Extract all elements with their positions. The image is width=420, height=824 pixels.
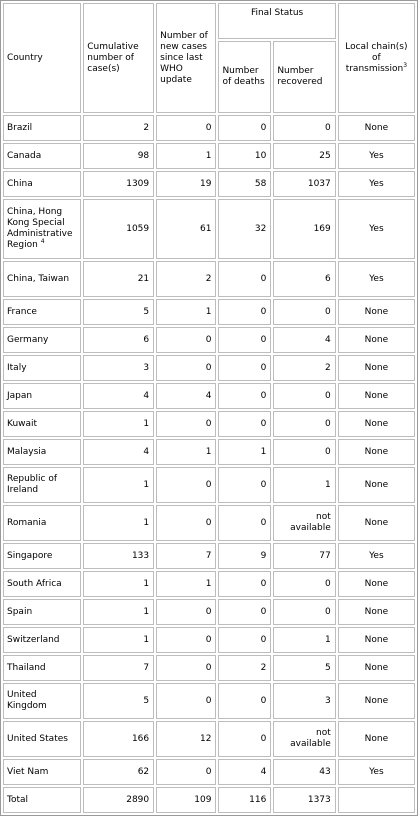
local-chains-cell <box>338 599 415 625</box>
recovered-cell <box>273 543 335 569</box>
local-chains-footnote: 3 <box>403 61 408 69</box>
new-cases-cell <box>156 261 216 297</box>
recovered-cell <box>273 411 335 437</box>
deaths-cell-value: 2 <box>260 662 267 673</box>
cumulative-cell <box>83 171 154 197</box>
table-row <box>3 261 415 297</box>
table-row <box>3 143 415 169</box>
country-cell-value: Italy <box>7 362 27 373</box>
deaths-cell <box>218 721 271 757</box>
recovered-cell-value: 1373 <box>307 794 331 805</box>
deaths-cell-value: 0 <box>260 334 267 345</box>
new-cases-cell <box>156 411 216 437</box>
local-chains-cell <box>338 467 415 503</box>
local-chains-cell-value: None <box>364 306 389 317</box>
country-cell <box>3 467 81 503</box>
recovered-cell <box>273 439 335 465</box>
cumulative-cell <box>83 571 154 597</box>
cumulative-cell <box>83 627 154 653</box>
deaths-cell <box>218 467 271 503</box>
deaths-cell-value: 0 <box>260 362 267 373</box>
new-cases-cell <box>156 599 216 625</box>
country-cell <box>3 683 81 719</box>
deaths-cell <box>218 171 271 197</box>
cumulative-cell-value: 4 <box>143 390 150 401</box>
new-cases-cell <box>156 439 216 465</box>
recovered-cell-value: 25 <box>319 150 331 161</box>
local-chains-cell <box>338 439 415 465</box>
deaths-cell-value: 0 <box>260 695 267 706</box>
new-cases-cell <box>156 383 216 409</box>
table-row <box>3 299 415 325</box>
local-chains-cell-value: None <box>364 695 389 706</box>
country-cell-value: United States <box>7 733 68 744</box>
recovered-cell <box>273 355 335 381</box>
new-cases-cell-value: 0 <box>205 766 212 777</box>
deaths-cell <box>218 383 271 409</box>
deaths-cell <box>218 787 271 813</box>
new-cases-cell-value: 19 <box>199 178 212 189</box>
local-chains-cell-value: None <box>364 517 389 528</box>
country-cell <box>3 505 81 541</box>
recovered-cell <box>273 571 335 597</box>
recovered-cell-value: 169 <box>313 223 331 234</box>
deaths-cell <box>218 199 271 259</box>
recovered-cell-value: 6 <box>325 273 331 284</box>
recovered-cell <box>273 383 335 409</box>
new-cases-cell-value: 1 <box>205 578 212 589</box>
local-chains-cell-value: None <box>364 122 389 133</box>
new-cases-cell-value: 0 <box>205 362 212 373</box>
table-row <box>3 171 415 197</box>
recovered-cell-value: 3 <box>325 695 331 706</box>
header-row <box>3 3 415 39</box>
table-row <box>3 787 415 813</box>
local-chains-cell-value: None <box>364 606 389 617</box>
recovered-cell <box>273 327 335 353</box>
country-cell <box>3 299 81 325</box>
table-row <box>3 115 415 141</box>
new-cases-cell-value: 0 <box>205 334 212 345</box>
local-chains-cell <box>338 683 415 719</box>
country-cell <box>3 383 81 409</box>
cumulative-cell <box>83 327 154 353</box>
country-cell-value: Spain <box>7 606 33 617</box>
cumulative-cell <box>83 199 154 259</box>
country-cell-value: Viet Nam <box>7 766 49 777</box>
new-cases-cell <box>156 543 216 569</box>
new-cases-cell-value: 0 <box>205 122 212 133</box>
new-cases-cell-value: 12 <box>199 733 212 744</box>
deaths-cell-value: 0 <box>260 517 267 528</box>
recovered-cell-value: not available <box>290 728 331 749</box>
local-chains-cell-value: None <box>364 418 389 429</box>
cumulative-cell-value: 6 <box>143 334 150 345</box>
new-cases-cell-value: 0 <box>205 634 212 645</box>
new-cases-cell-value: 0 <box>205 606 212 617</box>
local-chains-cell <box>338 627 415 653</box>
recovered-cell <box>273 467 335 503</box>
deaths-cell <box>218 683 271 719</box>
table-row <box>3 599 415 625</box>
recovered-cell <box>273 199 335 259</box>
local-chains-cell <box>338 655 415 681</box>
local-chains-cell <box>338 787 415 813</box>
local-chains-cell <box>338 721 415 757</box>
country-cell-value: Germany <box>7 334 49 345</box>
local-chains-cell <box>338 199 415 259</box>
deaths-cell <box>218 261 271 297</box>
deaths-cell <box>218 759 271 785</box>
recovered-cell-value: 0 <box>325 390 331 401</box>
recovered-cell-value: 0 <box>325 578 331 589</box>
deaths-cell <box>218 411 271 437</box>
country-cell-value: Republic of Ireland <box>7 474 58 495</box>
recovered-cell-value: 1037 <box>307 178 331 189</box>
deaths-cell-value: 4 <box>260 766 267 777</box>
local-chains-cell <box>338 571 415 597</box>
local-chains-cell-value: None <box>364 362 389 373</box>
country-cell-value: Brazil <box>7 122 33 133</box>
country-cell <box>3 655 81 681</box>
deaths-cell-value: 10 <box>254 150 267 161</box>
new-cases-cell <box>156 143 216 169</box>
cumulative-cell-value: 3 <box>143 362 150 373</box>
new-cases-cell <box>156 683 216 719</box>
country-cell <box>3 571 81 597</box>
deaths-cell-value: 0 <box>260 122 267 133</box>
table-row <box>3 543 415 569</box>
deaths-cell <box>218 439 271 465</box>
new-cases-cell <box>156 299 216 325</box>
local-chains-cell <box>338 383 415 409</box>
new-cases-cell <box>156 505 216 541</box>
cumulative-cell-value: 1 <box>143 418 150 429</box>
local-chains-cell <box>338 171 415 197</box>
new-cases-cell-value: 1 <box>205 446 212 457</box>
deaths-cell-value: 116 <box>249 794 267 805</box>
recovered-cell-value: 5 <box>325 662 331 673</box>
cumulative-cell-value: 4 <box>143 446 150 457</box>
local-chains-cell <box>338 759 415 785</box>
cumulative-cell-value: 1 <box>143 517 150 528</box>
local-chains-cell-value: Yes <box>369 178 384 189</box>
recovered-cell <box>273 171 335 197</box>
country-cell-value: Thailand <box>7 662 46 673</box>
country-cell <box>3 627 81 653</box>
table-row <box>3 467 415 503</box>
table-row <box>3 199 415 259</box>
new-cases-cell-value: 1 <box>205 306 212 317</box>
deaths-cell-value: 0 <box>260 390 267 401</box>
country-cell <box>3 355 81 381</box>
local-chains-cell-value: None <box>364 390 389 401</box>
deaths-cell-value: 0 <box>260 418 267 429</box>
cumulative-cell <box>83 143 154 169</box>
new-cases-cell <box>156 115 216 141</box>
deaths-cell <box>218 327 271 353</box>
deaths-cell-value: 0 <box>260 733 267 744</box>
local-chains-cell-value: None <box>364 334 389 345</box>
cumulative-cell-value: 1309 <box>126 178 150 189</box>
recovered-cell-value: 4 <box>325 334 331 345</box>
cumulative-cell-value: 21 <box>137 273 150 284</box>
deaths-cell <box>218 655 271 681</box>
cumulative-header: Cumulative number of case(s) <box>83 3 154 113</box>
table-row <box>3 505 415 541</box>
local-chains-cell-value: None <box>364 733 389 744</box>
cumulative-cell <box>83 543 154 569</box>
country-cell <box>3 115 81 141</box>
new-cases-cell <box>156 759 216 785</box>
cumulative-cell-value: 7 <box>143 662 150 673</box>
recovered-cell <box>273 261 335 297</box>
local-chains-cell-value: None <box>364 662 389 673</box>
local-chains-cell <box>338 411 415 437</box>
deaths-cell <box>218 299 271 325</box>
table-row <box>3 683 415 719</box>
country-cell <box>3 721 81 757</box>
recovered-cell-value: 2 <box>325 362 331 373</box>
cumulative-cell-value: 1 <box>143 578 150 589</box>
cumulative-cell-value: 98 <box>137 150 150 161</box>
country-cell-value: China, Hong Kong Special Administrative Region <box>7 207 73 250</box>
local-chains-cell-value: Yes <box>369 223 384 234</box>
new-cases-cell-value: 1 <box>205 150 212 161</box>
cumulative-cell-value: 1059 <box>126 223 150 234</box>
cumulative-cell <box>83 439 154 465</box>
country-cell-value: Total <box>7 794 29 805</box>
local-chains-cell <box>338 355 415 381</box>
cumulative-cell <box>83 299 154 325</box>
country-cell-value: United Kingdom <box>7 690 47 711</box>
deaths-cell <box>218 115 271 141</box>
country-cell <box>3 787 81 813</box>
new-cases-cell <box>156 355 216 381</box>
deaths-cell-value: 0 <box>260 273 267 284</box>
new-cases-cell-value: 61 <box>199 223 212 234</box>
recovered-cell <box>273 299 335 325</box>
deaths-cell <box>218 571 271 597</box>
new-cases-cell-value: 0 <box>205 662 212 673</box>
deaths-cell-value: 0 <box>260 578 267 589</box>
cumulative-cell <box>83 505 154 541</box>
cumulative-cell-value: 1 <box>143 634 150 645</box>
country-cell <box>3 261 81 297</box>
table-row <box>3 627 415 653</box>
deaths-cell-value: 1 <box>260 446 267 457</box>
local-chains-cell-value: Yes <box>369 150 384 161</box>
deaths-cell-value: 58 <box>254 178 267 189</box>
cumulative-cell-value: 1 <box>143 606 150 617</box>
recovered-cell-value: 77 <box>319 550 331 561</box>
deaths-cell-value: 0 <box>260 479 267 490</box>
cumulative-cell-value: 5 <box>143 306 150 317</box>
new-cases-cell <box>156 655 216 681</box>
recovered-cell <box>273 655 335 681</box>
local-chains-cell <box>338 115 415 141</box>
recovered-cell <box>273 115 335 141</box>
country-cell <box>3 411 81 437</box>
recovered-cell <box>273 787 335 813</box>
country-cell <box>3 439 81 465</box>
table-row <box>3 411 415 437</box>
country-cell <box>3 199 81 259</box>
table-row <box>3 759 415 785</box>
country-cell <box>3 143 81 169</box>
new-cases-cell <box>156 467 216 503</box>
country-cell <box>3 171 81 197</box>
cumulative-cell <box>83 467 154 503</box>
deaths-cell-value: 0 <box>260 306 267 317</box>
new-cases-cell <box>156 571 216 597</box>
table-row <box>3 571 415 597</box>
new-cases-header: Number of new cases since last WHO update <box>156 3 216 113</box>
country-cell-value: Romania <box>7 517 47 528</box>
new-cases-cell-value: 7 <box>205 550 212 561</box>
deaths-header: Number of deaths <box>218 41 271 113</box>
new-cases-cell-value: 0 <box>205 517 212 528</box>
deaths-cell <box>218 355 271 381</box>
country-cell <box>3 543 81 569</box>
local-chains-cell <box>338 505 415 541</box>
cumulative-cell-value: 2890 <box>126 794 150 805</box>
deaths-cell <box>218 143 271 169</box>
table-row <box>3 721 415 757</box>
final-status-header: Final Status <box>218 3 335 39</box>
country-cell-value: Singapore <box>7 550 53 561</box>
cumulative-cell <box>83 261 154 297</box>
local-chains-cell-value: Yes <box>369 273 384 284</box>
local-chains-cell-value: None <box>364 479 389 490</box>
local-chains-label: Local chain(s) of transmission <box>345 41 408 74</box>
recovered-cell-value: 43 <box>319 766 331 777</box>
cumulative-cell <box>83 355 154 381</box>
cumulative-cell <box>83 411 154 437</box>
local-chains-cell-value: None <box>364 578 389 589</box>
local-chains-cell <box>338 299 415 325</box>
cumulative-cell-value: 62 <box>137 766 150 777</box>
deaths-cell <box>218 505 271 541</box>
local-chains-cell-value: None <box>364 634 389 645</box>
new-cases-cell-value: 0 <box>205 695 212 706</box>
table-row <box>3 355 415 381</box>
country-header: Country <box>3 3 81 113</box>
cumulative-cell-value: 133 <box>131 550 150 561</box>
deaths-cell <box>218 627 271 653</box>
recovered-cell <box>273 505 335 541</box>
cumulative-cell <box>83 721 154 757</box>
new-cases-cell-value: 0 <box>205 418 212 429</box>
country-cell-value: Malaysia <box>7 446 47 457</box>
cumulative-cell <box>83 599 154 625</box>
cumulative-cell-value: 166 <box>131 733 150 744</box>
country-cell-value: Canada <box>7 150 42 161</box>
local-chains-header <box>338 3 415 113</box>
country-cell-value: France <box>7 306 37 317</box>
recovered-cell-value: 1 <box>325 634 331 645</box>
deaths-cell <box>218 543 271 569</box>
country-cell-value: China <box>7 178 33 189</box>
country-cell <box>3 759 81 785</box>
local-chains-cell-value: Yes <box>369 766 384 777</box>
country-cell-value: South Africa <box>7 578 62 589</box>
deaths-cell-value: 32 <box>254 223 267 234</box>
new-cases-cell-value: 109 <box>194 794 212 805</box>
new-cases-cell-value: 2 <box>205 273 212 284</box>
recovered-cell-value: 0 <box>325 446 331 457</box>
cumulative-cell-value: 5 <box>143 695 150 706</box>
local-chains-cell <box>338 543 415 569</box>
recovered-cell <box>273 721 335 757</box>
local-chains-cell-value: None <box>364 446 389 457</box>
recovered-cell <box>273 683 335 719</box>
new-cases-cell <box>156 327 216 353</box>
country-cell <box>3 599 81 625</box>
new-cases-cell-value: 4 <box>205 390 212 401</box>
recovered-cell <box>273 759 335 785</box>
country-footnote: 4 <box>40 238 45 245</box>
recovered-cell <box>273 599 335 625</box>
country-cell-value: China, Taiwan <box>7 273 70 284</box>
cumulative-cell <box>83 683 154 719</box>
cumulative-cell <box>83 655 154 681</box>
recovered-cell <box>273 627 335 653</box>
new-cases-cell <box>156 199 216 259</box>
new-cases-cell <box>156 171 216 197</box>
recovered-cell-value: 0 <box>325 418 331 429</box>
cumulative-cell <box>83 787 154 813</box>
deaths-cell <box>218 599 271 625</box>
recovered-cell-value: 0 <box>325 306 331 317</box>
table-row <box>3 439 415 465</box>
table-row <box>3 655 415 681</box>
deaths-cell-value: 0 <box>260 634 267 645</box>
local-chains-cell <box>338 327 415 353</box>
recovered-cell-value: 0 <box>325 122 331 133</box>
recovered-cell-value: 0 <box>325 606 331 617</box>
table-row <box>3 327 415 353</box>
table-row <box>3 383 415 409</box>
local-chains-cell <box>338 261 415 297</box>
country-cell-value: Japan <box>7 390 33 401</box>
deaths-cell-value: 9 <box>260 550 267 561</box>
local-chains-cell <box>338 143 415 169</box>
recovered-cell-value: 1 <box>325 479 331 490</box>
country-cell-value: Switzerland <box>7 634 60 645</box>
new-cases-cell-value: 0 <box>205 479 212 490</box>
cumulative-cell <box>83 383 154 409</box>
cumulative-cell <box>83 115 154 141</box>
country-cell <box>3 327 81 353</box>
recovered-cell-value: not available <box>290 512 331 533</box>
deaths-cell-value: 0 <box>260 606 267 617</box>
cumulative-cell-value: 1 <box>143 479 150 490</box>
new-cases-cell <box>156 627 216 653</box>
new-cases-cell <box>156 721 216 757</box>
cumulative-cell-value: 2 <box>143 122 150 133</box>
recovered-header: Number recovered <box>273 41 335 113</box>
country-cell-value: Kuwait <box>7 418 38 429</box>
recovered-cell <box>273 143 335 169</box>
new-cases-cell <box>156 787 216 813</box>
local-chains-cell-value: Yes <box>369 550 384 561</box>
table-body <box>3 3 415 813</box>
cumulative-cell <box>83 759 154 785</box>
